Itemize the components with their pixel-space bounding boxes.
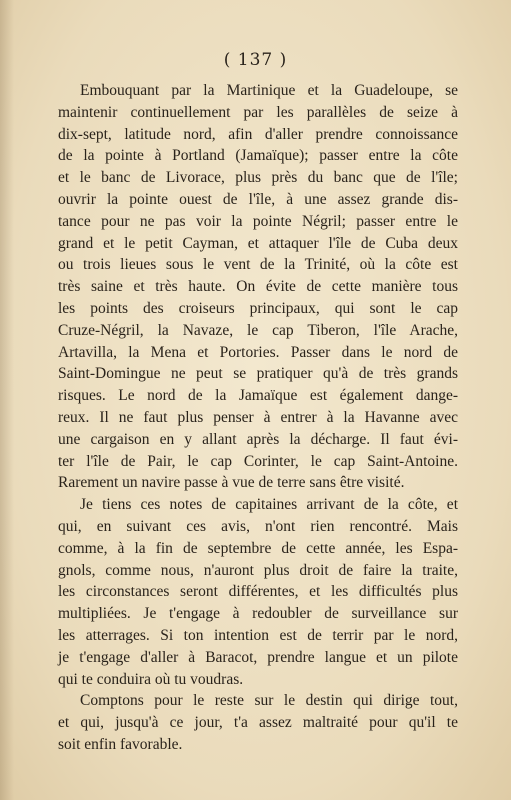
text-line: les circonstances seront différentes, et les difficultés plus: [58, 583, 458, 601]
text-line: et qui, jusqu'à ce jour, t'a assez maltraité pour qu'il te: [58, 714, 458, 732]
text-line: soit enfin favorable.: [58, 735, 183, 753]
text-line: reux. Il ne faut plus penser à entrer à la Havanne avec: [58, 408, 458, 426]
text-line: multipliées. Je t'engage à redoubler de surveillance sur: [58, 605, 458, 623]
text-line: Artavilla, la Mena et Portories. Passer dans le nord de: [58, 343, 458, 361]
text-line: maintenir continuellement par les parallèles de seize à: [58, 103, 458, 121]
text-line: Je tiens ces notes de capitaines arrivant de la côte, et: [80, 496, 458, 514]
text-line: tance pour ne pas voir la pointe Négril; passer entre le: [58, 212, 458, 230]
body-text: [58, 80, 458, 756]
text-line: qui te conduira où tu voudras.: [58, 670, 244, 688]
text-line: les atterrages. Si ton intention est de terrir par le nord,: [58, 626, 458, 644]
page-number: ( 137 ): [223, 50, 288, 70]
text-line: grand et le petit Cayman, et attaquer l'île de Cuba deux: [58, 234, 458, 252]
text-line: les points des croiseurs principaux, qui sont le cap: [58, 299, 458, 317]
text-line: Saint-Domingue ne peut se pratiquer qu'à de très grands: [58, 365, 458, 383]
text-line: une cargaison en y allant après la décharge. Il faut évi-: [58, 430, 458, 448]
text-line: comme, à la fin de septembre de cette année, les Espa-: [58, 539, 458, 557]
text-line: dix-sept, latitude nord, afin d'aller prendre connoissance: [58, 125, 458, 143]
text-line: Embouquant par la Martinique et la Guadeloupe, se: [80, 82, 458, 99]
text-line: je t'engage d'aller à Baracot, prendre langue et un pilote: [58, 648, 458, 666]
text-line: risques. Le nord de la Jamaïque est également dange-: [58, 387, 458, 405]
text-line: Rarement un navire passe à vue de terre sans être visité.: [58, 474, 405, 492]
paragraph-2: [58, 494, 458, 690]
text-line: Cruze-Négril, la Navaze, le cap Tiberon, l'île Arache,: [58, 321, 458, 339]
text-line: et le banc de Livorace, plus près du banc que de l'île;: [58, 169, 458, 187]
spine-shadow: [0, 0, 14, 800]
text-line: très saine et très haute. On évite de cette manière tous: [58, 278, 458, 296]
text-line: ou trois lieues sous le vent de la Trinité, où la côte est: [58, 256, 458, 274]
text-line: ter l'île de Pair, le cap Corinter, le cap Saint-Antoine.: [58, 452, 458, 470]
paragraph-3: [58, 690, 458, 755]
text-line: gnols, comme nous, n'auront plus droit de faire la traite,: [58, 561, 458, 579]
text-line: Comptons pour le reste sur le destin qui dirige tout,: [80, 692, 458, 710]
text-line: de la pointe à Portland (Jamaïque); passer entre la côte: [58, 147, 458, 165]
text-line: qui, en suivant ces avis, n'ont rien rencontré. Mais: [58, 517, 458, 535]
paragraph-1: [58, 80, 458, 494]
text-line: ouvrir la pointe ouest de l'île, à une assez grande dis-: [58, 190, 458, 208]
